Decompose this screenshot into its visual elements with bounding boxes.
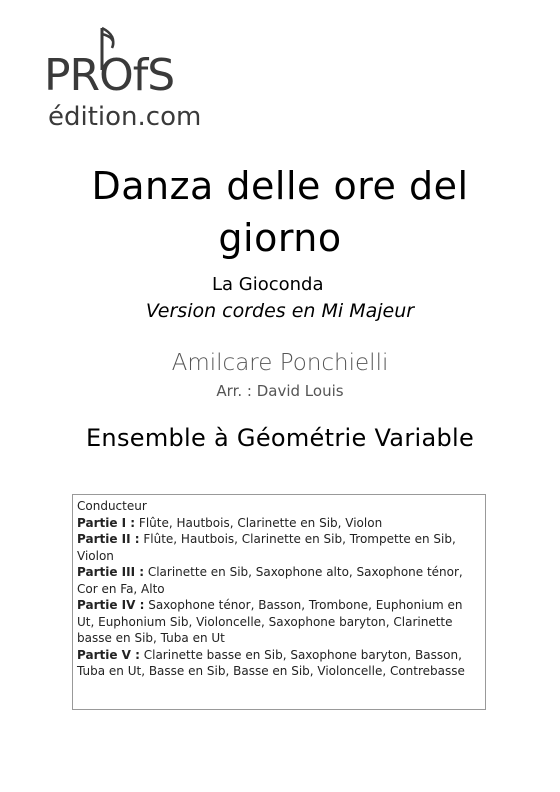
part-item [77,647,481,680]
part-instruments: Flûte, Hautbois, Clarinette en Sib, Trompette en Sib, Violon [77,532,456,563]
part-label: Partie III : [77,565,145,579]
part-instruments: Clarinette basse en Sib, Saxophone baryton, Basson, Tuba en Ut, Basse en Sib, Basse en Sib, Violoncelle, Contrebasse [77,647,465,678]
piece-title [0,160,560,264]
part-label: Partie II : [77,532,140,546]
part-item [77,597,481,647]
arranger-name: Arr. : David Louis [216,382,344,400]
part-label: Partie IV : [77,598,145,612]
title-line-2: giorno [218,216,342,260]
ensemble-type: Ensemble à Géométrie Variable [85,424,475,452]
piece-subtitle: La Gioconda [212,274,324,295]
title-line-1: Danza delle ore del [91,164,469,208]
logo-domain: édition.com [48,102,202,132]
part-instruments: Flûte, Hautbois, Clarinette en Sib, Violon [135,515,383,530]
logo-brand: PROfS [44,50,175,101]
conductor-label: Conducteur [77,499,147,513]
part-instruments: Saxophone ténor, Basson, Trombone, Euphonium en Ut, Euphonium Sib, Violoncelle, Saxophone baryton, Clarinette basse en Sib, Tuba en Ut [77,598,463,645]
part-label: Partie V : [77,647,140,662]
parts-list [72,494,486,710]
part-item [77,515,481,532]
part-item [77,531,481,564]
part-label: Partie I : [77,515,136,530]
version-note: Version cordes en Mi Majeur [145,300,415,322]
part-instruments: Clarinette en Sib, Saxophone alto, Saxophone ténor, Cor en Fa, Alto [77,565,463,596]
composer-name: Amilcare Ponchielli [171,350,389,376]
part-item [77,564,481,597]
publisher-logo [44,18,214,138]
